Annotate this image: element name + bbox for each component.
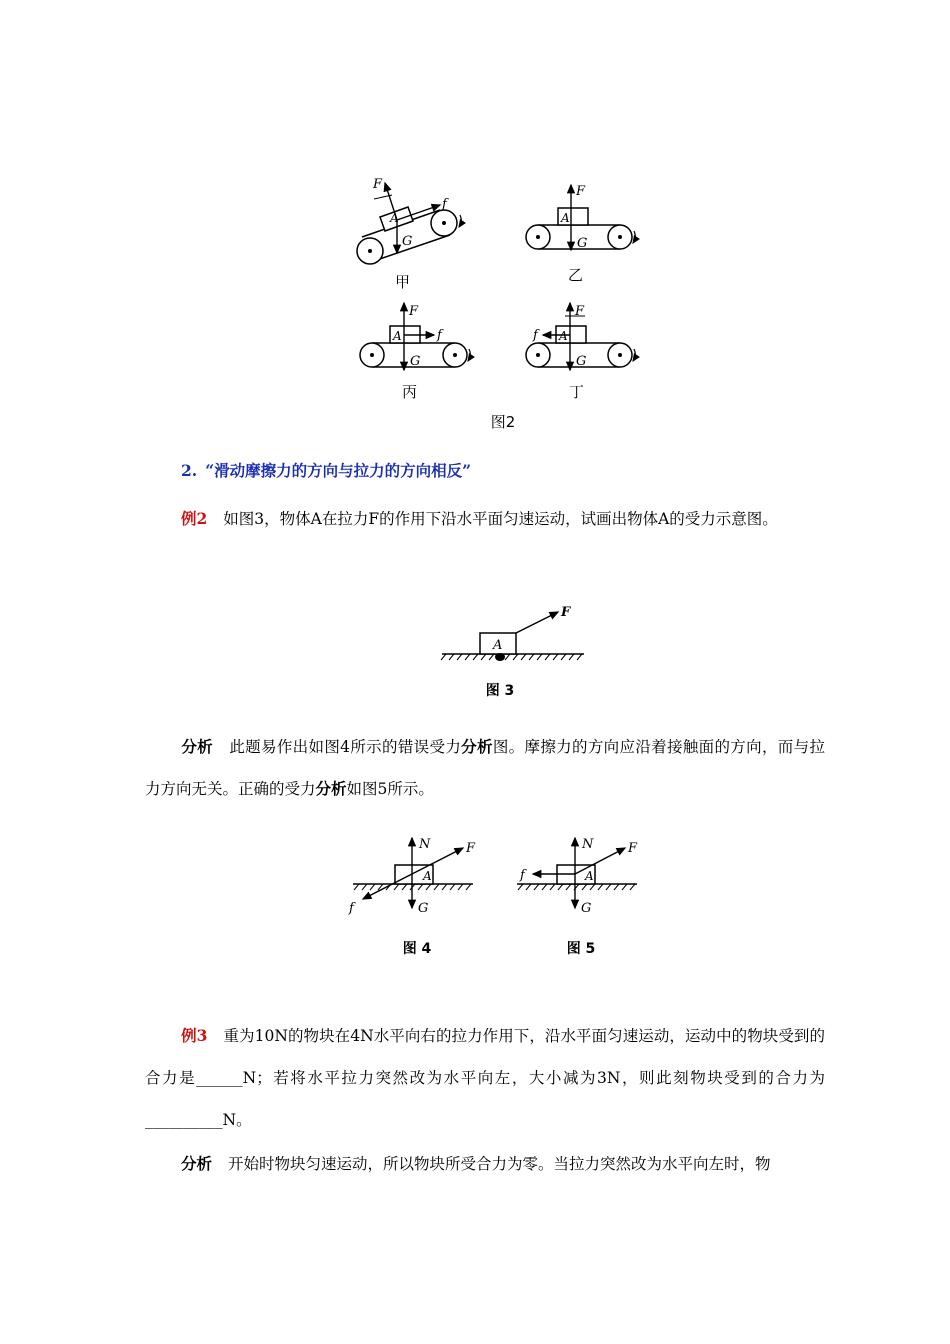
figures-4-5 (345, 832, 650, 960)
analysis-3-text: 开始时物块匀速运动，所以物块所受合力为零。当拉力突然改为水平向左时，物 (228, 1155, 771, 1173)
force-label-f: f (520, 868, 525, 883)
force-label-F: F (466, 841, 476, 856)
panel-label: 乙 (568, 266, 584, 284)
figure-2-caption: 图2 (490, 413, 516, 431)
panel-bing (360, 303, 470, 401)
force-label-f: f (533, 328, 538, 343)
example-3-label: 例3 (181, 1026, 208, 1045)
analysis-2-text-b: 图。摩擦力的方向应沿着接触面的方向，而与拉力方向无关。正确的受力 (145, 738, 825, 798)
example-3-paragraph (145, 1015, 825, 1141)
analysis-3-paragraph (145, 1143, 825, 1185)
block-label-A: A (423, 869, 432, 883)
force-label-G: G (402, 234, 413, 249)
block-label-A: A (493, 638, 503, 653)
force-label-N: N (582, 837, 594, 852)
force-label-f: f (442, 197, 447, 212)
section-number: 2. (181, 461, 198, 480)
force-label-G: G (581, 901, 592, 916)
analysis-2-text-c: 如图5所示。 (346, 780, 434, 798)
panel-label: 甲 (395, 273, 411, 291)
figure-4-caption: 图 4 (402, 941, 432, 957)
figure-3-caption: 图 3 (485, 683, 515, 699)
section-title: “滑动摩擦力的方向与拉力的方向相反” (205, 461, 472, 480)
figure-5 (517, 837, 638, 957)
force-label-G: G (577, 236, 588, 251)
force-label-G: G (576, 354, 587, 369)
panel-jia (357, 177, 461, 291)
block-label-A: A (561, 211, 570, 225)
block-label-A: A (585, 869, 594, 883)
figure-5-caption: 图 5 (566, 941, 596, 957)
force-label-F: F (409, 304, 419, 319)
section-2-heading (181, 459, 471, 481)
analysis-2-bold-b: 分析 (315, 779, 347, 798)
example-2-label: 例2 (181, 509, 208, 528)
analysis-2-text-a: 此题易作出如图4所示的错误受力 (229, 738, 462, 756)
force-label-F: F (576, 184, 586, 199)
panel-label: 丁 (569, 383, 585, 401)
panel-yi (526, 184, 635, 284)
figure-3 (438, 602, 588, 702)
figure-2 (340, 175, 660, 440)
analysis-2-label: 分析 (181, 737, 213, 756)
figure-4 (348, 837, 476, 957)
block-label-A: A (393, 329, 402, 343)
block-label-A: A (390, 211, 399, 225)
panel-ding (526, 303, 635, 401)
force-label-F: F (575, 304, 585, 319)
analysis-2-paragraph (145, 726, 825, 810)
force-label-f: f (349, 901, 354, 916)
block-label-A: A (559, 329, 568, 343)
force-label-G: G (410, 354, 421, 369)
force-label-F: F (561, 605, 571, 620)
example-2-text: 如图3，物体A在拉力F的作用下沿水平面匀速运动，试画出物体A的受力示意图。 (223, 510, 778, 528)
analysis-3-label: 分析 (181, 1154, 213, 1173)
force-label-F: F (373, 177, 383, 192)
example-2-paragraph (145, 498, 825, 540)
example-3-text: 重为10N的物块在4N水平向右的拉力作用下，沿水平面匀速运动，运动中的物块受到的合力是______N；若将水平拉力突然改为水平向左，大小减为3N，则此刻物块受到的合力为__________N。 (145, 1027, 825, 1129)
force-label-G: G (418, 901, 429, 916)
analysis-2-bold-a: 分析 (461, 737, 493, 756)
force-label-F: F (628, 841, 638, 856)
panel-label: 丙 (402, 383, 418, 401)
force-label-N: N (419, 837, 431, 852)
force-label-f: f (437, 328, 442, 343)
